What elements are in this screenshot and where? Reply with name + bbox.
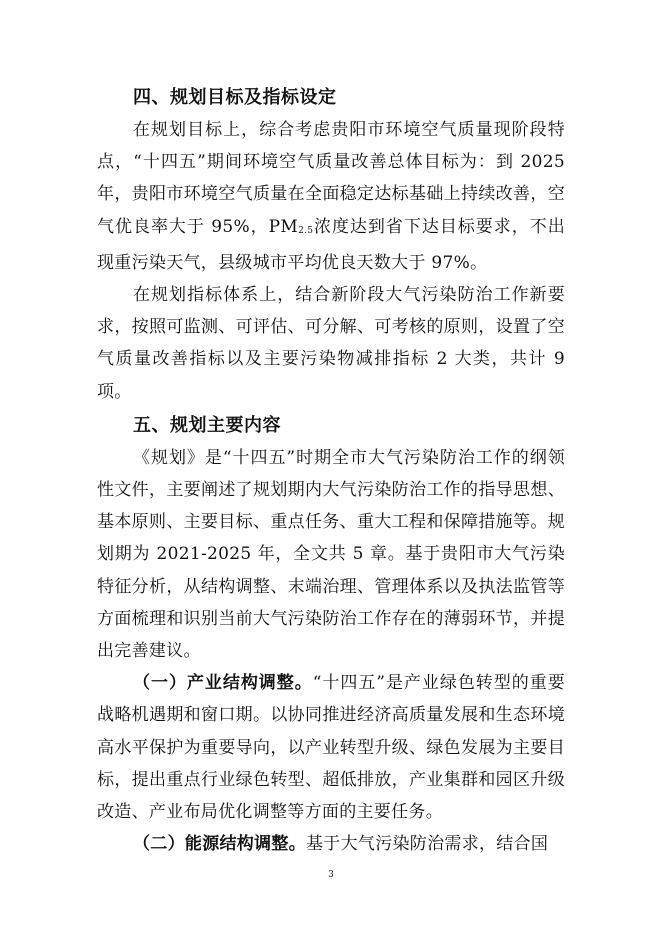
section-4-paragraph-1-text-b: 浓度达到省下达目标要求，不出现重污染天气，县级城市平均优良天数大于 97%。 <box>97 216 565 273</box>
item-2-title: （二）能源结构调整。 <box>133 834 306 855</box>
pm-text: PM <box>268 216 299 237</box>
section-5-heading: 五、规划主要内容 <box>133 414 281 436</box>
section-4-paragraph-2: 在规划指标体系上，结合新阶段大气污染防治工作新要求，按照可监测、可评估、可分解、可考核的原则，设置了空气质量改善指标以及主要污染物减排指标 2 大类，共计 9 项。 <box>97 285 565 402</box>
section-5-paragraph-1: 《规划》是“十四五”时期全市大气污染防治工作的纲领性文件，主要阐述了规划期内大气污染防治工作的指导思想、基本原则、主要目标、重点任务、重大工程和保障措施等。规划期为 2021-2025 年，全文共 5 章。基于贵阳市大气污染特征分析，从结构调整、末端治理、管理体系以及执法监管等方面梳理和识别当前大气污染防治工作存在的薄弱环节，并提出完善建议。 <box>97 447 565 662</box>
page-content <box>97 82 565 860</box>
section-5-item-2 <box>97 828 565 860</box>
section-4-paragraph-1-text-a: 在规划目标上，综合考虑贵阳市环境空气质量现阶段特点，“十四五”期间环境空气质量改善总体目标为：到 2025 年，贵阳市环境空气质量在全面稳定达标基础上持续改善，空气优良率大于 95%， <box>97 120 565 237</box>
page-number: 3 <box>328 870 334 880</box>
section-4-paragraph-1 <box>97 114 565 279</box>
item-1-title: （一）产业结构调整。 <box>133 673 313 694</box>
item-2-text: 基于大气污染防治需求，结合国 <box>306 834 549 855</box>
item-1-text: “十四五”是产业绿色转型的重要战略机遇期和窗口期。以协同推进经济高质量发展和生态环境高水平保护为重要导向，以产业转型升级、绿色发展为主要目标，提出重点行业绿色转型、超低排放，产业集群和园区升级改造、产业布局优化调整等方面的主要任务。 <box>97 673 565 823</box>
pm-subscript: 2.5 <box>298 225 314 236</box>
section-4-heading: 四、规划目标及指标设定 <box>133 87 337 108</box>
pm25-label <box>269 217 314 237</box>
section-5-item-1 <box>97 667 565 828</box>
